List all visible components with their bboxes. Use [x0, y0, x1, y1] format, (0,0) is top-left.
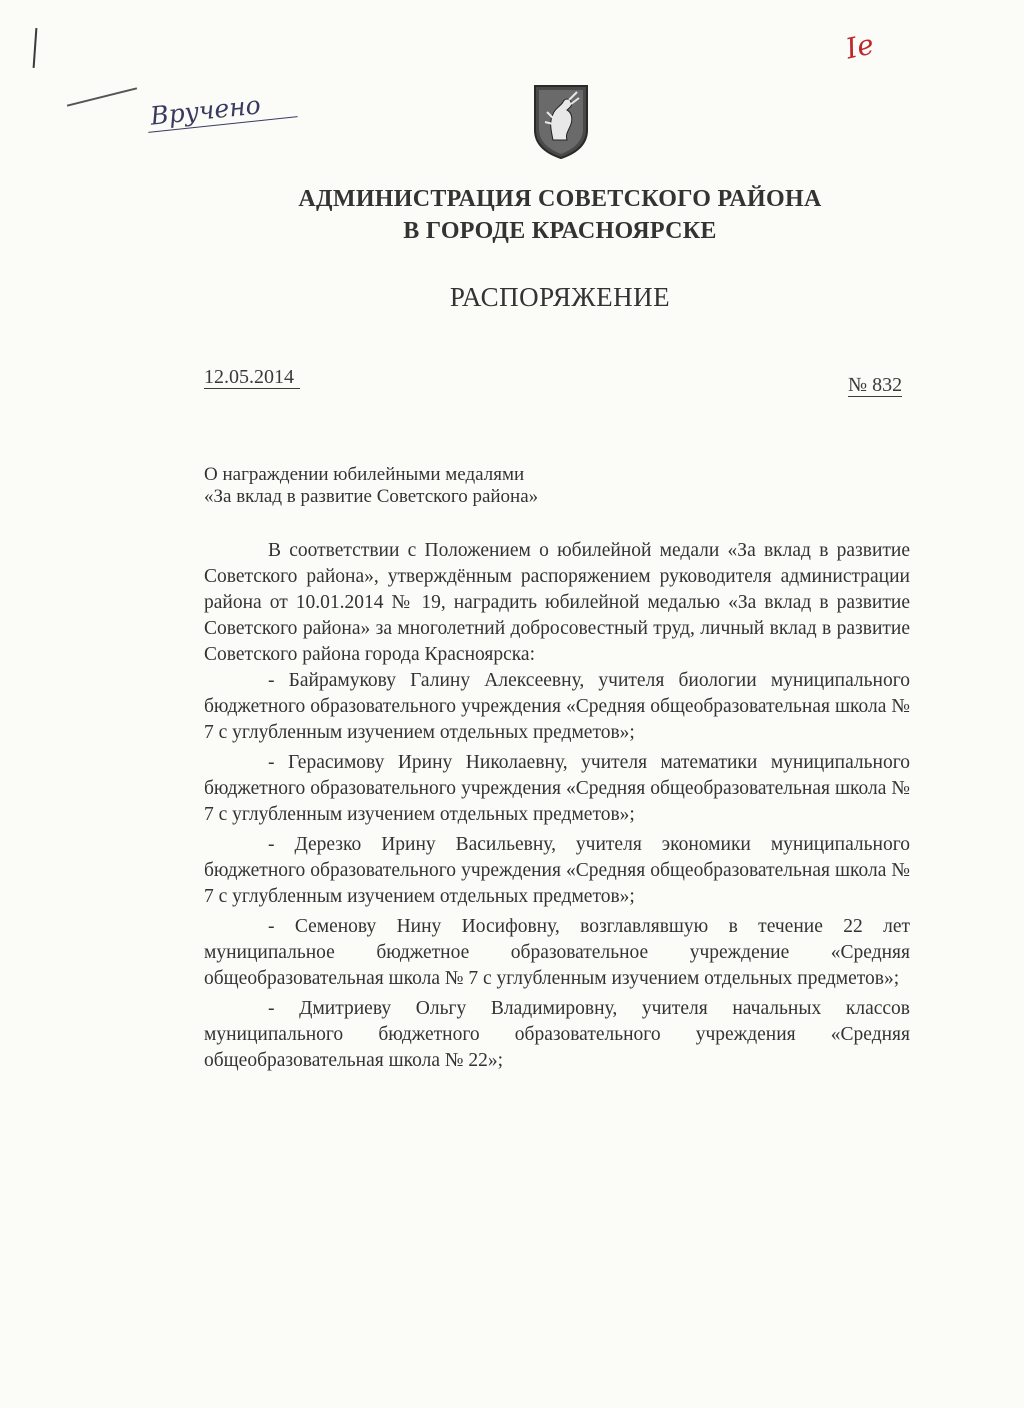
award-list-item: - Герасимову Ирину Николаевну, учителя математики муниципального бюджетного образовательного учреждения «Средняя общеобразовательная школа № 7 с углубленным изучением отдельных предметов»; — [204, 752, 910, 825]
organization-name-line-1: АДМИНИСТРАЦИЯ СОВЕТСКОГО РАЙОНА — [298, 186, 822, 212]
document-date: 12.05.2014 — [204, 366, 300, 389]
handwritten-initial-mark: Ie — [842, 27, 877, 66]
document-type-title: РАСПОРЯЖЕНИЕ — [449, 282, 671, 312]
coat-of-arms-lion-icon — [531, 82, 591, 160]
document-number: № 832 — [848, 374, 903, 396]
award-list-item: - Дерезко Ирину Васильевну, учителя экономики муниципального бюджетного образовательного учреждения «Средняя общеобразовательная школа № 7 с углубленным изучением отдельных предметов»; — [204, 834, 910, 907]
award-list-item: - Семенову Нину Иосифовну, возглавлявшую в течение 22 лет муниципальное бюджетное образовательное учреждение «Средняя общеобразовательная школа № 7 с углубленным изучением отдельных предметов»; — [204, 916, 910, 989]
pen-dash-mark — [67, 87, 137, 106]
handwritten-received-note: Вручено — [148, 90, 262, 131]
award-list-item: - Дмитриеву Ольгу Владимировну, учителя начальных классов муниципального бюджетного образовательного учреждения «Средняя общеобразовательная школа № 22»; — [204, 998, 910, 1071]
award-list-item: - Байрамукову Галину Алексеевну, учителя биологии муниципального бюджетного образовательного учреждения «Средняя общеобразовательная школа № 7 с углубленным изучением отдельных предметов»; — [204, 670, 910, 743]
organization-name-line-2: В ГОРОДЕ КРАСНОЯРСКЕ — [403, 218, 717, 244]
intro-paragraph: В соответствии с Положением о юбилейной медали «За вклад в развитие Советского района», утверждённым распоряжением руководителя администрации района от 10.01.2014 № 19, наградить юбилейной медалью «За вклад в развитие Советского района» за многолетний добросовестный труд, личный вклад в развитие Советского района города Красноярска: — [204, 540, 910, 665]
document-body — [204, 538, 910, 1074]
subject-line-2: «За вклад в развитие Советского района» — [204, 486, 539, 507]
document-subject — [204, 464, 538, 508]
scan-margin-mark — [33, 28, 38, 68]
subject-line-1: О награждении юбилейными медалями — [204, 464, 525, 485]
